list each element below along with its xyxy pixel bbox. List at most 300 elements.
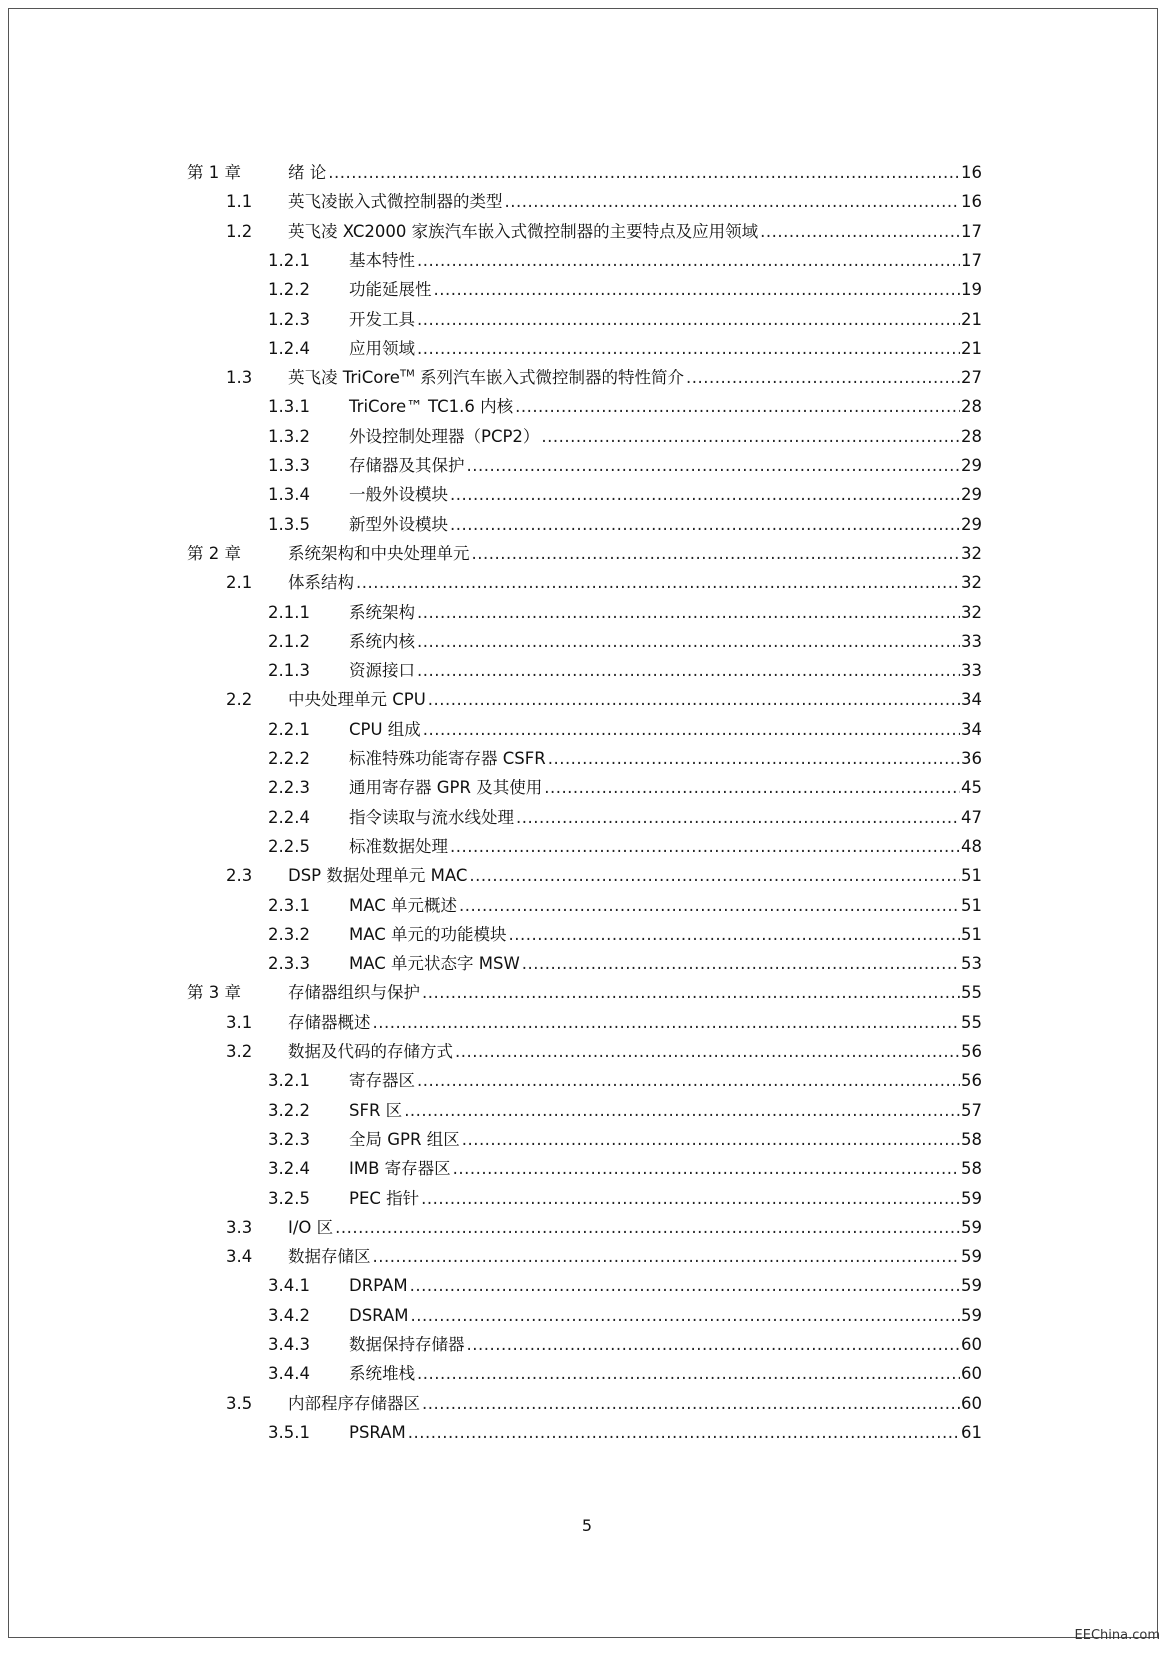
toc-entry[interactable] — [0, 1418, 1174, 1448]
toc-entry-page: 32 — [961, 602, 982, 622]
dot-leader — [515, 392, 960, 422]
toc-entry[interactable] — [0, 158, 1174, 188]
toc-entry-title — [288, 158, 328, 188]
toc-entry-page: 58 — [961, 1129, 982, 1149]
toc-entry[interactable] — [0, 1066, 1174, 1096]
toc-entry-title-text: 系统堆栈 — [349, 1364, 415, 1384]
dot-leader — [516, 803, 960, 833]
dot-leader — [328, 158, 960, 188]
toc-entry-line — [288, 861, 982, 891]
toc-entry[interactable] — [0, 334, 1174, 364]
toc-entry-page: 56 — [961, 1042, 982, 1061]
toc-entry-number: 3.4 — [226, 1247, 253, 1267]
toc-entry-line — [349, 715, 982, 745]
toc-entry-line — [349, 1184, 982, 1214]
toc-entry-number: 2.2.2 — [268, 749, 310, 768]
dot-leader — [422, 978, 960, 1008]
toc-entry-title-text: 存储器及其保护 — [349, 456, 465, 475]
toc-entry-title-text: 应用领域 — [349, 338, 415, 358]
toc-entry[interactable] — [0, 480, 1174, 510]
toc-entry[interactable] — [0, 920, 1174, 950]
toc-entry-line — [288, 187, 982, 217]
toc-entry-number: 2.2.5 — [268, 836, 310, 856]
toc-entry-title — [288, 568, 356, 598]
toc-entry-number: 第 2 章 — [187, 543, 241, 563]
toc-entry[interactable] — [0, 1359, 1174, 1389]
toc-entry-title-text: 开发工具 — [349, 309, 415, 329]
toc-entry-number: 1.3.2 — [268, 426, 310, 446]
toc-entry-page: 51 — [961, 866, 982, 886]
toc-entry-line — [349, 1301, 982, 1331]
toc-entry-page: 48 — [961, 836, 982, 856]
toc-entry-title-text: DSRAM — [349, 1305, 409, 1325]
toc-entry-title — [349, 1066, 417, 1096]
toc-entry-page: 21 — [961, 338, 982, 358]
toc-entry-title-text: 英飞凌 TriCore — [288, 368, 400, 388]
toc-entry-line — [349, 334, 982, 364]
toc-entry-title-text: MAC 单元状态字 MSW — [349, 954, 520, 974]
dot-leader — [417, 598, 960, 628]
toc-entry-title-text: 英飞凌 XC2000 家族汽车嵌入式微控制器的主要特点及应用领域 — [288, 221, 759, 241]
toc-entry[interactable] — [0, 744, 1174, 774]
toc-entry-title — [288, 685, 428, 715]
toc-entry-title-text: TriCore™ TC1.6 内核 — [349, 397, 514, 417]
toc-entry-title — [349, 480, 450, 510]
toc-entry-page: 59 — [961, 1305, 982, 1325]
toc-entry[interactable] — [0, 1154, 1174, 1184]
toc-entry-line — [349, 656, 982, 686]
toc-entry[interactable] — [0, 861, 1174, 891]
dot-leader — [459, 891, 960, 921]
toc-entry-page: 59 — [961, 1276, 982, 1296]
dot-leader — [408, 1418, 960, 1448]
toc-entry-line — [349, 1359, 982, 1389]
toc-entry-title — [288, 187, 505, 217]
toc-entry-number: 3.5.1 — [268, 1422, 310, 1442]
dot-leader — [417, 656, 960, 686]
dot-leader — [450, 510, 960, 540]
toc-entry-title-text: SFR 区 — [349, 1100, 403, 1120]
toc-entry-number: 1.3.4 — [268, 485, 310, 505]
toc-entry-number: 1.2.2 — [268, 280, 310, 300]
dot-leader — [509, 920, 961, 950]
toc-entry-title — [288, 1213, 335, 1243]
toc-entry-title — [349, 715, 423, 745]
toc-entry-title — [349, 1301, 411, 1331]
toc-entry[interactable] — [0, 891, 1174, 921]
toc-entry-line — [349, 598, 982, 628]
toc-entry-title-text: 存储器概述 — [288, 1012, 371, 1032]
toc-entry-title — [349, 246, 417, 276]
toc-entry-page: 32 — [961, 573, 982, 593]
toc-entry-line — [349, 422, 982, 452]
dot-leader — [417, 627, 960, 657]
toc-entry[interactable] — [0, 568, 1174, 598]
dot-leader — [422, 1389, 960, 1419]
toc-entry[interactable] — [0, 1184, 1174, 1214]
toc-entry-title — [349, 773, 544, 803]
dot-leader — [335, 1213, 960, 1243]
toc-entry-line — [349, 891, 982, 921]
toc-entry[interactable] — [0, 1008, 1174, 1038]
toc-entry-line — [288, 1037, 982, 1067]
toc-entry[interactable] — [0, 803, 1174, 833]
dot-leader — [469, 861, 960, 891]
toc-entry-line — [349, 1096, 982, 1126]
toc-entry-page: 29 — [961, 485, 982, 505]
toc-entry[interactable] — [0, 715, 1174, 745]
toc-entry-title-text: 外设控制处理器（PCP2） — [349, 426, 540, 446]
toc-entry-number: 第 3 章 — [187, 983, 241, 1003]
toc-entry[interactable] — [0, 275, 1174, 305]
toc-entry-title-text: 通用寄存器 GPR 及其使用 — [349, 778, 543, 798]
dot-leader — [417, 1359, 960, 1389]
toc-entry-page: 16 — [961, 192, 982, 212]
toc-entry-title — [288, 1242, 373, 1272]
toc-entry-page: 28 — [961, 397, 982, 417]
toc-entry[interactable] — [0, 451, 1174, 481]
dot-leader — [455, 1037, 960, 1067]
toc-entry-page: 56 — [961, 1071, 982, 1091]
toc-entry-page: 36 — [961, 749, 982, 768]
toc-entry-page: 60 — [961, 1335, 982, 1354]
dot-leader — [453, 1154, 960, 1184]
toc-entry[interactable] — [0, 1125, 1174, 1155]
toc-entry[interactable] — [0, 1213, 1174, 1243]
toc-entry[interactable] — [0, 1330, 1174, 1360]
toc-entry-number: 1.2.1 — [268, 250, 310, 270]
toc-entry-line — [349, 275, 982, 305]
toc-entry-title — [349, 1271, 410, 1301]
toc-entry-number: 3.2.4 — [268, 1159, 310, 1179]
toc-entry-title-text: 存储器组织与保护 — [288, 983, 420, 1003]
trademark-superscript: TM — [399, 368, 415, 380]
toc-entry-line — [288, 1242, 982, 1272]
dot-leader — [450, 832, 960, 862]
toc-entry-line — [349, 803, 982, 833]
toc-entry-line — [288, 363, 982, 393]
toc-entry-number: 1.2.4 — [268, 338, 310, 358]
toc-entry[interactable] — [0, 392, 1174, 422]
toc-entry-title-text: 英飞凌嵌入式微控制器的类型 — [288, 192, 503, 212]
toc-entry-page: 55 — [961, 1012, 982, 1032]
toc-entry-page: 51 — [961, 924, 982, 944]
toc-entry-line — [349, 832, 982, 862]
toc-entry-number: 2.1.3 — [268, 661, 310, 681]
toc-entry-title — [349, 1184, 421, 1214]
toc-entry-page: 59 — [961, 1247, 982, 1267]
toc-entry-page: 19 — [961, 280, 982, 300]
dot-leader — [548, 744, 960, 774]
toc-entry-page: 59 — [961, 1217, 982, 1237]
toc-entry-number: 3.2.3 — [268, 1129, 310, 1149]
toc-entry-title — [349, 744, 548, 774]
toc-entry-number: 3.5 — [226, 1393, 253, 1413]
toc-entry-number: 3.4.2 — [268, 1305, 310, 1325]
toc-entry-number: 3.2.1 — [268, 1071, 310, 1091]
toc-entry-title-text: 数据保持存储器 — [349, 1335, 465, 1354]
toc-entry-line — [349, 744, 982, 774]
toc-entry-page: 61 — [961, 1422, 982, 1442]
toc-entry-number: 3.4.4 — [268, 1364, 310, 1384]
dot-leader — [356, 568, 960, 598]
dot-leader — [467, 451, 961, 481]
toc-entry-title — [349, 1096, 404, 1126]
toc-entry[interactable] — [0, 1037, 1174, 1067]
toc-entry-number: 2.3.2 — [268, 924, 310, 944]
toc-entry-number: 2.2.1 — [268, 719, 310, 739]
toc-entry-title-text: 一般外设模块 — [349, 485, 448, 505]
toc-entry-number: 3.4.1 — [268, 1276, 310, 1296]
toc-entry-title-text: 标准特殊功能寄存器 CSFR — [349, 749, 546, 768]
toc-entry-title-text: 指令读取与流水线处理 — [349, 807, 514, 827]
toc-entry-number: 3.4.3 — [268, 1335, 310, 1354]
toc-entry-line — [349, 949, 982, 979]
toc-entry-title-text: 全局 GPR 组区 — [349, 1129, 460, 1149]
toc-entry-page: 17 — [961, 221, 982, 241]
toc-entry-line — [349, 305, 982, 335]
toc-entry-page: 34 — [961, 719, 982, 739]
toc-entry-title-text: 系统架构和中央处理单元 — [288, 543, 470, 563]
toc-entry-page: 27 — [961, 368, 982, 388]
toc-entry-line — [349, 627, 982, 657]
toc-entry-title-text: IMB 寄存器区 — [349, 1159, 451, 1179]
toc-entry-title — [349, 334, 417, 364]
dot-leader — [541, 422, 960, 452]
toc-entry-title-text: 新型外设模块 — [349, 514, 448, 534]
toc-entry-title-text: 中央处理单元 CPU — [288, 690, 426, 710]
toc-entry-title-text: I/O 区 — [288, 1217, 334, 1237]
toc-entry-title — [288, 861, 469, 891]
toc-entry-number: 3.2 — [226, 1042, 253, 1061]
toc-entry[interactable] — [0, 363, 1174, 393]
toc-entry-title-text: CPU 组成 — [349, 719, 421, 739]
toc-entry-line — [288, 539, 982, 569]
dot-leader — [373, 1008, 961, 1038]
toc-entry-page: 29 — [961, 456, 982, 475]
toc-entry-title — [349, 1418, 408, 1448]
dot-leader — [417, 246, 960, 276]
toc-entry[interactable] — [0, 832, 1174, 862]
toc-entry-page: 32 — [961, 543, 982, 563]
dot-leader — [373, 1242, 961, 1272]
toc-entry[interactable] — [0, 627, 1174, 657]
toc-entry-title-text: 体系结构 — [288, 573, 354, 593]
toc-entry-title-text: MAC 单元的功能模块 — [349, 924, 507, 944]
toc-entry-line — [349, 1125, 982, 1155]
toc-entry-number: 1.1 — [226, 192, 253, 212]
dot-leader — [417, 1066, 960, 1096]
toc-entry[interactable] — [0, 217, 1174, 247]
toc-entry[interactable] — [0, 978, 1174, 1008]
watermark: EEChina.com — [1074, 1628, 1160, 1643]
dot-leader — [472, 539, 961, 569]
toc-entry-title-text: 系列汽车嵌入式微控制器的特性简介 — [414, 368, 684, 388]
toc-entry-title-text: 数据及代码的存储方式 — [288, 1042, 453, 1061]
toc-entry-title-text: PSRAM — [349, 1422, 406, 1442]
toc-entry-title — [349, 1330, 467, 1360]
toc-entry-title-text: 功能延展性 — [349, 280, 432, 300]
toc-entry-line — [288, 1213, 982, 1243]
toc-entry-title — [349, 656, 417, 686]
toc-entry-title-text: DRPAM — [349, 1276, 408, 1296]
toc-entry-title-text: 绪 论 — [288, 163, 327, 182]
toc-entry-title — [349, 422, 541, 452]
toc-entry[interactable] — [0, 539, 1174, 569]
toc-entry-number: 2.1.2 — [268, 631, 310, 651]
toc-entry-line — [288, 217, 982, 247]
toc-entry-line — [349, 1330, 982, 1360]
toc-entry-number: 2.1.1 — [268, 602, 310, 622]
toc-entry-number: 1.2 — [226, 221, 253, 241]
toc-entry-line — [288, 685, 982, 715]
toc-entry-page: 29 — [961, 514, 982, 534]
dot-leader — [404, 1096, 960, 1126]
dot-leader — [434, 275, 961, 305]
toc-entry-line — [349, 246, 982, 276]
toc-entry[interactable] — [0, 656, 1174, 686]
toc-entry-page: 47 — [961, 807, 982, 827]
toc-entry[interactable] — [0, 1096, 1174, 1126]
toc-entry-page: 58 — [961, 1159, 982, 1179]
toc-entry-page: 28 — [961, 426, 982, 446]
toc-entry-title-text: 资源接口 — [349, 661, 415, 681]
toc-entry-title — [349, 392, 515, 422]
toc-entry-number: 3.1 — [226, 1012, 253, 1032]
toc-entry-number: 2.1 — [226, 573, 253, 593]
toc-entry-line — [349, 480, 982, 510]
toc-entry-number: 3.2.2 — [268, 1100, 310, 1120]
toc-entry-line — [288, 978, 982, 1008]
toc-entry-title — [288, 1389, 422, 1419]
toc-entry-line — [349, 392, 982, 422]
toc-entry-number: 3.2.5 — [268, 1188, 310, 1208]
toc-entry-number: 2.2.3 — [268, 778, 310, 798]
dot-leader — [428, 685, 960, 715]
toc-entry-title — [349, 305, 417, 335]
toc-entry-title-text: DSP 数据处理单元 MAC — [288, 866, 468, 886]
toc-entry-line — [288, 1389, 982, 1419]
toc-entry[interactable] — [0, 510, 1174, 540]
toc-entry-line — [288, 158, 982, 188]
toc-entry-line — [349, 510, 982, 540]
toc-entry-title-text: 内部程序存储器区 — [288, 1393, 420, 1413]
toc-entry[interactable] — [0, 246, 1174, 276]
toc-entry[interactable] — [0, 187, 1174, 217]
toc-entry-line — [349, 773, 982, 803]
toc-entry-number: 1.3.1 — [268, 397, 310, 417]
toc-entry-title-text: 基本特性 — [349, 250, 415, 270]
toc-entry-number: 1.2.3 — [268, 309, 310, 329]
toc-entry-line — [349, 451, 982, 481]
toc-entry-title — [349, 1125, 462, 1155]
dot-leader — [410, 1271, 960, 1301]
toc-entry-line — [349, 920, 982, 950]
toc-entry-title — [349, 891, 459, 921]
dot-leader — [760, 217, 960, 247]
toc-entry-title-text: 标准数据处理 — [349, 836, 448, 856]
toc-entry-number: 第 1 章 — [187, 163, 241, 182]
toc-entry-title-text: PEC 指针 — [349, 1188, 420, 1208]
toc-entry-title-text: MAC 单元概述 — [349, 895, 457, 915]
toc-entry[interactable] — [0, 685, 1174, 715]
dot-leader — [686, 363, 960, 393]
toc-entry-title-text: 系统架构 — [349, 602, 415, 622]
toc-entry-title-text: 数据存储区 — [288, 1247, 371, 1267]
toc-entry[interactable] — [0, 773, 1174, 803]
toc-entry-page: 60 — [961, 1393, 982, 1413]
dot-leader — [522, 949, 960, 979]
toc-entry-line — [349, 1154, 982, 1184]
dot-leader — [423, 715, 960, 745]
toc-entry-number: 2.3.1 — [268, 895, 310, 915]
toc-entry[interactable] — [0, 305, 1174, 335]
toc-entry-line — [349, 1066, 982, 1096]
toc-entry-title — [288, 217, 760, 247]
toc-entry-number: 3.3 — [226, 1217, 253, 1237]
toc-entry-title — [349, 598, 417, 628]
toc-entry[interactable] — [0, 1271, 1174, 1301]
toc-entry-line — [288, 568, 982, 598]
toc-entry-page: 45 — [961, 778, 982, 798]
toc-entry[interactable] — [0, 422, 1174, 452]
toc-entry-page: 21 — [961, 309, 982, 329]
toc-entry-title — [349, 627, 417, 657]
toc-entry-page: 34 — [961, 690, 982, 710]
toc-entry-page: 16 — [961, 163, 982, 182]
dot-leader — [417, 334, 960, 364]
toc-entry-title — [288, 1037, 455, 1067]
toc-entry-page: 33 — [961, 661, 982, 681]
toc-entry-page: 57 — [961, 1100, 982, 1120]
toc-entry-title — [349, 949, 522, 979]
toc-entry-title — [288, 539, 472, 569]
toc-entry-title — [349, 510, 450, 540]
toc-entry[interactable] — [0, 949, 1174, 979]
toc-entry-title-text: 系统内核 — [349, 631, 415, 651]
dot-leader — [421, 1184, 960, 1214]
toc-entry-page: 51 — [961, 895, 982, 915]
toc-entry-number: 2.2.4 — [268, 807, 310, 827]
toc-entry-line — [349, 1271, 982, 1301]
toc-entry-page: 33 — [961, 631, 982, 651]
toc-entry-title — [349, 832, 450, 862]
toc-entry[interactable] — [0, 598, 1174, 628]
toc-entry-title — [349, 275, 434, 305]
toc-entry-title — [349, 451, 467, 481]
dot-leader — [505, 187, 961, 217]
dot-leader — [417, 305, 960, 335]
dot-leader — [544, 773, 960, 803]
toc-entry[interactable] — [0, 1242, 1174, 1272]
toc-entry-title — [349, 803, 516, 833]
page-number: 5 — [581, 1516, 593, 1535]
dot-leader — [411, 1301, 961, 1331]
toc-entry-page: 55 — [961, 983, 982, 1003]
toc-entry[interactable] — [0, 1301, 1174, 1331]
dot-leader — [467, 1330, 961, 1360]
toc-entry-title — [288, 978, 422, 1008]
toc-entry-line — [288, 1008, 982, 1038]
toc-entry-title — [288, 1008, 373, 1038]
toc-entry-page: 59 — [961, 1188, 982, 1208]
dot-leader — [462, 1125, 960, 1155]
toc-entry[interactable] — [0, 1389, 1174, 1419]
toc-entry-line — [349, 1418, 982, 1448]
toc-entry-page: 60 — [961, 1364, 982, 1384]
toc-entry-number: 2.2 — [226, 690, 253, 710]
toc-entry-title-text: 寄存器区 — [349, 1071, 415, 1091]
